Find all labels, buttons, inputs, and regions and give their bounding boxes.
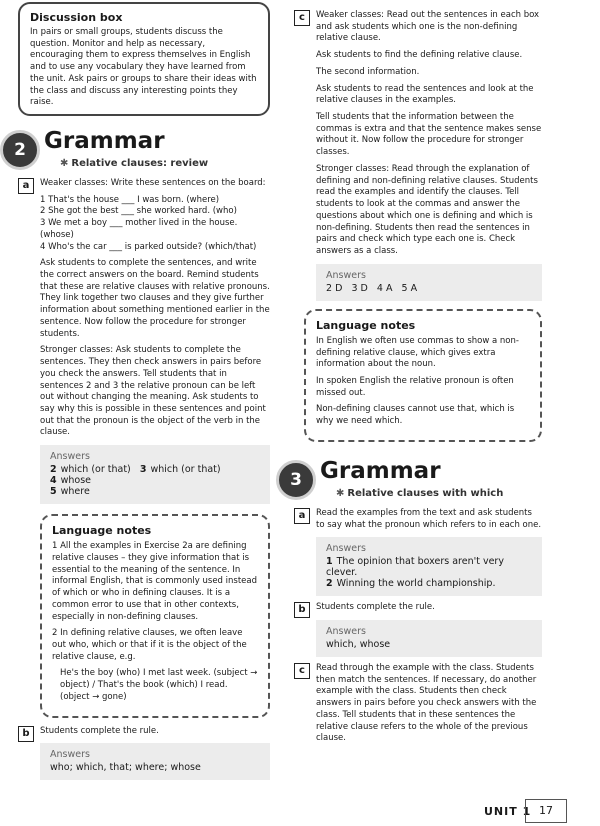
answer-number: 4 bbox=[50, 475, 57, 487]
grammar-3-subtitle bbox=[336, 488, 503, 499]
discussion-box-body: In pairs or small groups, students discuss the question. Monitor and help as necessary, encouraging them to express themselves in English and to use any vocabulary they have learned from the unit. Ask pairs or groups to share their ideas with the class and discuss any interesting points they raise. bbox=[30, 27, 257, 108]
section-3a-text: Read the examples from the text and ask students to say what the pronoun which refers to in each one. bbox=[316, 507, 542, 530]
answer-number: 5 bbox=[50, 486, 57, 498]
answers-3a bbox=[316, 537, 542, 596]
section-letter-c: c bbox=[294, 663, 310, 679]
answer-text: whose bbox=[60, 475, 92, 487]
language-note: In spoken English the relative pronoun is often missed out. bbox=[316, 375, 514, 398]
answer-number: 1 bbox=[326, 556, 333, 568]
right-column bbox=[290, 0, 542, 750]
answers-row bbox=[326, 556, 532, 578]
example-line: 4 Who's the car ___ is parked outside? (which/that) bbox=[40, 241, 257, 252]
section-letter-c: c bbox=[294, 10, 310, 26]
grammar-2-subtitle bbox=[60, 158, 208, 169]
answer-text: Winning the world championship. bbox=[336, 578, 496, 590]
answer-number: 3 bbox=[139, 464, 147, 476]
section-2a-intro: Weaker classes: Write these sentences on the board: bbox=[40, 178, 266, 188]
left-column bbox=[14, 0, 270, 786]
grammar-3-title: Grammar bbox=[320, 457, 441, 484]
section-2c bbox=[294, 10, 542, 258]
language-notes-box bbox=[40, 514, 270, 718]
answers-row bbox=[50, 486, 260, 497]
grammar-2-title: Grammar bbox=[44, 128, 165, 154]
answers-label: Answers bbox=[326, 543, 366, 555]
language-notes-title: Language notes bbox=[316, 318, 416, 332]
section-2a-examples bbox=[40, 195, 270, 254]
language-notes-box-2 bbox=[304, 309, 542, 442]
section-2c-line: Ask students to find the defining relative clause. bbox=[316, 50, 523, 61]
answers-row bbox=[50, 464, 260, 486]
answers-label: Answers bbox=[326, 269, 366, 281]
section-2c-paragraph: Tell students that the information between the commas is extra and that the sentence makes sense without it. Now follow the procedure for stronger classes. bbox=[316, 112, 542, 158]
section-3a bbox=[294, 508, 542, 531]
answers-label: Answers bbox=[50, 451, 90, 463]
answer-number: 2 bbox=[50, 464, 57, 476]
star-icon: ✱ bbox=[336, 487, 345, 499]
answers-2b bbox=[40, 743, 270, 780]
section-2c-text: Weaker classes: Read out the sentences in each box and ask students which one is the non-defining relative clause. bbox=[316, 10, 540, 44]
section-3b-text: Students complete the rule. bbox=[316, 602, 435, 613]
section-2c-paragraph: Ask students to read the sentences and look at the relative clauses in the examples. bbox=[316, 83, 534, 106]
language-note-example: He's the boy (who) I met last week. (subject → object) / That's the book (which) I read. (object → gone) bbox=[60, 668, 258, 702]
answer-number: 2 bbox=[326, 578, 333, 590]
language-notes-title: Language notes bbox=[52, 524, 152, 538]
answers-2a bbox=[40, 445, 270, 504]
example-line: 2 She got the best ___ she worked hard. (who) bbox=[40, 206, 237, 217]
section-3b bbox=[294, 602, 542, 614]
answers-3b bbox=[316, 620, 542, 657]
section-letter-b: b bbox=[294, 602, 310, 618]
grammar-3-header bbox=[276, 454, 542, 504]
section-2c-line: The second information. bbox=[316, 66, 420, 77]
answer-text: 2 D 3 D 4 A 5 A bbox=[326, 282, 418, 294]
section-2a-paragraph: Stronger classes: Ask students to complete the sentences. They then check answers in pairs before you check the answers. Tell students that in sentences 2 and 3 the relative pronoun can be left out without changing the meaning. Ask students to say why this is possible in these sentences and point out that the pronoun is the object of the verb in the clause. bbox=[40, 345, 266, 438]
grammar-2-header bbox=[0, 124, 270, 174]
language-note: In English we often use commas to show a non-defining relative clause, which gives extra information about the noun. bbox=[316, 335, 519, 370]
grammar-3-number: 3 bbox=[276, 460, 316, 500]
answer-text: which (or that) bbox=[150, 464, 221, 476]
answer-text: which, whose bbox=[326, 639, 391, 651]
example-line: 3 We met a boy ___ mother lived in the house. (whose) bbox=[40, 218, 238, 240]
section-2a bbox=[18, 178, 270, 439]
section-2b-text: Students complete the rule. bbox=[40, 725, 159, 736]
grammar-2-number: 2 bbox=[0, 130, 40, 170]
grammar-3-subtitle-text: Relative clauses with which bbox=[347, 487, 504, 499]
answer-text: which (or that) bbox=[60, 464, 131, 476]
star-icon: ✱ bbox=[60, 158, 69, 169]
answers-label: Answers bbox=[50, 749, 90, 761]
answer-text: who; which, that; where; whose bbox=[50, 762, 201, 774]
language-note: Non-defining clauses cannot use that, which is why we need which. bbox=[316, 404, 515, 427]
discussion-box-title: Discussion box bbox=[30, 11, 123, 24]
section-letter-b: b bbox=[18, 726, 34, 742]
section-letter-a: a bbox=[294, 508, 310, 524]
section-2a-paragraph: Ask students to complete the sentences, and write the correct answers on the board. Remind students that these are relative clauses with relative pronouns. They link together two clauses and they give further information about something mentioned earlier in the sentence. Now follow the procedure for stronger students. bbox=[40, 258, 270, 339]
answers-row bbox=[326, 578, 532, 589]
discussion-box bbox=[18, 2, 270, 116]
answers-2c bbox=[316, 264, 542, 301]
answer-text: where bbox=[60, 486, 90, 498]
section-3c-text: Read through the example with the class. Students then match the sentences. If necessary, do another example with the class. Students then check answers in pairs before you check answers with the class. Tell students that in these sentences the relative clause refers to the whole of the previous clause. bbox=[316, 663, 537, 744]
language-note: 1 All the examples in Exercise 2a are defining relative clauses – they give information that is essential to the meaning of the sentence. In informal English, that is commonly used instead of which or who in defining clauses. It is a common error to use that in other contexts, especially in non-defining clauses. bbox=[52, 541, 257, 622]
section-3c bbox=[294, 663, 542, 745]
section-2c-paragraph: Stronger classes: Read through the explanation of defining and non-defining relative clauses. Students read the examples and identify the clauses. Tell students to look at the commas and answer the questions about which one is defining and which is non-defining. Students then read the sentences in pairs and check which type each one is. Check answers as a class. bbox=[316, 163, 538, 256]
answer-text: The opinion that boxers aren't very clever. bbox=[326, 556, 504, 579]
language-note: 2 In defining relative clauses, we often leave out who, which or that if it is the object of the relative clause, e.g. bbox=[52, 628, 247, 662]
answers-label: Answers bbox=[326, 626, 366, 638]
grammar-2-subtitle-text: Relative clauses: review bbox=[71, 158, 209, 169]
example-line: 1 That's the house ___ I was born. (where) bbox=[40, 194, 220, 205]
section-2b bbox=[18, 726, 270, 738]
footer-unit-label: UNIT 1 bbox=[484, 805, 532, 818]
page-number: 17 bbox=[525, 799, 567, 823]
section-letter-a: a bbox=[18, 178, 34, 194]
